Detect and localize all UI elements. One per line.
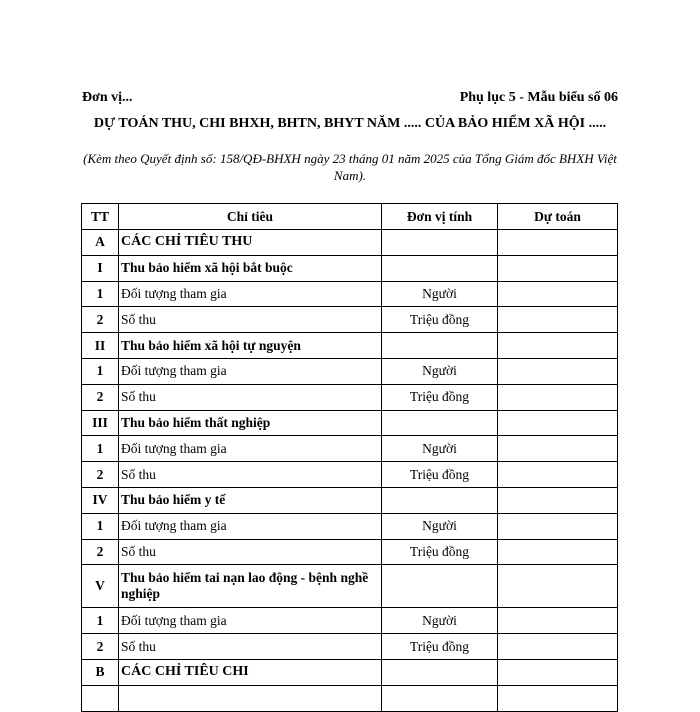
row-label: Thu bảo hiểm y tế	[119, 487, 382, 513]
row-label: CÁC CHỈ TIÊU CHI	[119, 659, 382, 685]
table-row	[82, 436, 618, 462]
row-tt: III	[82, 410, 119, 436]
header-row	[82, 90, 618, 108]
row-unit: Người	[382, 358, 498, 384]
row-unit	[382, 410, 498, 436]
row-unit	[382, 565, 498, 608]
row-label: Đối tượng tham gia	[119, 608, 382, 634]
row-unit: Triệu đồng	[382, 462, 498, 488]
table-row	[82, 333, 618, 359]
table-row	[82, 255, 618, 281]
row-label: Số thu	[119, 307, 382, 333]
row-unit: Triệu đồng	[382, 634, 498, 660]
row-unit: Người	[382, 281, 498, 307]
row-tt: 1	[82, 608, 119, 634]
table-row	[82, 384, 618, 410]
table-row	[82, 281, 618, 307]
row-tt: II	[82, 333, 119, 359]
row-label: Số thu	[119, 462, 382, 488]
row-estimate[interactable]	[498, 659, 618, 685]
row-estimate[interactable]	[498, 608, 618, 634]
table-row	[82, 307, 618, 333]
row-tt: I	[82, 255, 119, 281]
row-estimate[interactable]	[498, 685, 618, 711]
document-title: DỰ TOÁN THU, CHI BHXH, BHTN, BHYT NĂM ..... CỦA BẢO HIỂM XÃ HỘI .....	[93, 116, 607, 131]
row-unit	[382, 230, 498, 256]
row-unit	[382, 659, 498, 685]
table-row	[82, 608, 618, 634]
row-estimate[interactable]	[498, 358, 618, 384]
row-label: Đối tượng tham gia	[119, 436, 382, 462]
table-header-row	[82, 204, 618, 230]
row-estimate[interactable]	[498, 634, 618, 660]
table-row	[82, 410, 618, 436]
row-unit	[382, 685, 498, 711]
table-row	[82, 513, 618, 539]
document-subtitle: (Kèm theo Quyết định số: 158/QĐ-BHXH ngày 23 tháng 01 năm 2025 của Tổng Giám đốc BHXH Việt Nam).	[83, 151, 617, 183]
row-estimate[interactable]	[498, 565, 618, 608]
header-indicator: Chỉ tiêu	[119, 204, 382, 230]
row-label: Thu bảo hiểm thất nghiệp	[119, 410, 382, 436]
header-tt: TT	[82, 204, 119, 230]
row-estimate[interactable]	[498, 384, 618, 410]
row-estimate[interactable]	[498, 307, 618, 333]
row-label: Số thu	[119, 539, 382, 565]
row-estimate[interactable]	[498, 436, 618, 462]
row-estimate[interactable]	[498, 487, 618, 513]
row-tt: V	[82, 565, 119, 608]
table-row	[82, 230, 618, 256]
row-label: Thu bảo hiểm xã hội bắt buộc	[119, 255, 382, 281]
row-label	[119, 685, 382, 711]
row-label: Đối tượng tham gia	[119, 513, 382, 539]
row-tt: 1	[82, 358, 119, 384]
table-row	[82, 462, 618, 488]
table-row	[82, 634, 618, 660]
row-label: CÁC CHỈ TIÊU THU	[119, 230, 382, 256]
row-tt: 1	[82, 436, 119, 462]
table-row	[82, 358, 618, 384]
row-unit: Người	[382, 436, 498, 462]
row-tt	[82, 685, 119, 711]
table-row	[82, 487, 618, 513]
row-tt: 2	[82, 462, 119, 488]
row-estimate[interactable]	[498, 255, 618, 281]
row-estimate[interactable]	[498, 410, 618, 436]
row-estimate[interactable]	[498, 513, 618, 539]
row-tt: 1	[82, 513, 119, 539]
header-unit: Đơn vị tính	[382, 204, 498, 230]
row-label: Số thu	[119, 634, 382, 660]
header-estimate: Dự toán	[498, 204, 618, 230]
row-tt: B	[82, 659, 119, 685]
row-label: Thu bảo hiểm tai nạn lao động - bệnh nghề nghiệp	[119, 565, 382, 608]
row-tt: A	[82, 230, 119, 256]
row-tt: 1	[82, 281, 119, 307]
row-unit: Triệu đồng	[382, 384, 498, 410]
row-label: Đối tượng tham gia	[119, 358, 382, 384]
table-row	[82, 539, 618, 565]
row-unit: Triệu đồng	[382, 307, 498, 333]
row-label: Số thu	[119, 384, 382, 410]
row-estimate[interactable]	[498, 333, 618, 359]
row-unit: Người	[382, 513, 498, 539]
row-estimate[interactable]	[498, 281, 618, 307]
row-unit	[382, 487, 498, 513]
row-tt: 2	[82, 539, 119, 565]
estimate-table	[81, 203, 618, 712]
table-row	[82, 659, 618, 685]
row-unit: Triệu đồng	[382, 539, 498, 565]
row-unit	[382, 333, 498, 359]
row-label: Thu bảo hiểm xã hội tự nguyện	[119, 333, 382, 359]
table-row	[82, 685, 618, 711]
row-estimate[interactable]	[498, 462, 618, 488]
appendix-label: Phụ lục 5 - Mẫu biểu số 06	[459, 90, 618, 105]
row-unit: Người	[382, 608, 498, 634]
unit-label: Đơn vị...	[82, 90, 133, 105]
row-estimate[interactable]	[498, 230, 618, 256]
row-tt: 2	[82, 634, 119, 660]
row-tt: IV	[82, 487, 119, 513]
row-label: Đối tượng tham gia	[119, 281, 382, 307]
row-tt: 2	[82, 307, 119, 333]
row-unit	[382, 255, 498, 281]
table-row	[82, 565, 618, 608]
row-tt: 2	[82, 384, 119, 410]
row-estimate[interactable]	[498, 539, 618, 565]
